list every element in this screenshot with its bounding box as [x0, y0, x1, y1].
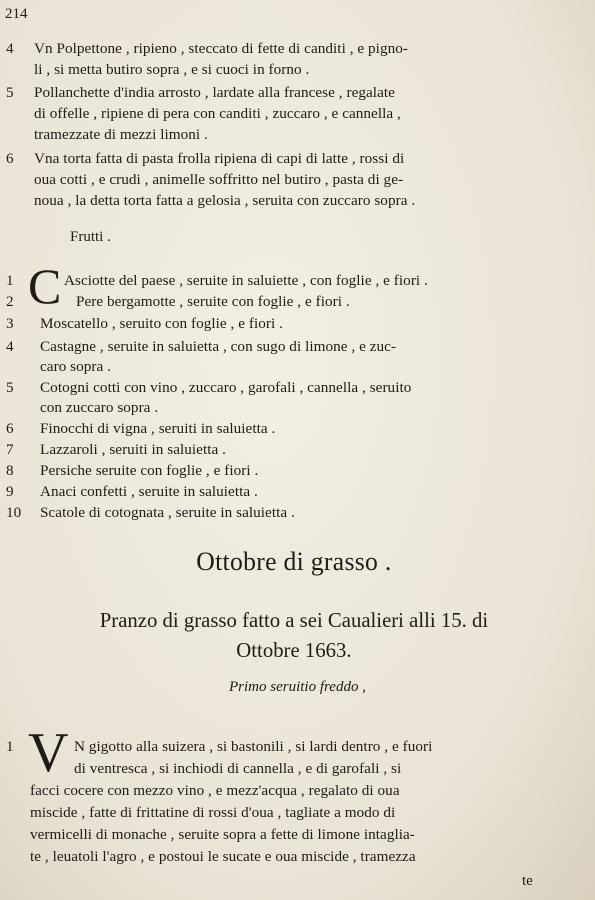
text-line: Vn Polpettone , ripieno , steccato di fette di canditi , e pigno- — [34, 40, 408, 57]
text-line: Moscatello , seruito con foglie , e fiori . — [40, 315, 283, 332]
item-number: 4 — [6, 338, 14, 355]
section-heading-frutti: Frutti . — [70, 229, 111, 245]
text-line: noua , la detta torta fatta a gelosia , seruita con zuccaro sopra . — [34, 192, 416, 209]
item-number: 5 — [6, 379, 14, 396]
subheading-date: Ottobre 1663. — [236, 638, 352, 662]
item-number: 3 — [6, 315, 14, 332]
item-number: 9 — [6, 483, 14, 500]
course-heading: Primo seruitio freddo , — [229, 679, 366, 695]
item-number: 4 — [6, 40, 14, 57]
text-line: te , leuatoli l'agro , e postoui le sucate e oua miscide , tramezza — [30, 848, 416, 865]
drop-capital: C — [28, 258, 62, 314]
section-heading-ottobre: Ottobre di grasso . — [196, 547, 392, 576]
text-line: di ventresca , si inchiodi di cannella , e di garofali , si — [74, 760, 402, 777]
text-line: tramezzate di mezzi limoni . — [34, 126, 208, 143]
item-number: 1 — [6, 272, 14, 289]
text-line: di offelle , ripiene di pera con canditi , zuccaro , e cannella , — [34, 105, 401, 122]
text-line: facci cocere con mezzo vino , e mezz'acqua , regalato di oua — [30, 782, 400, 799]
text-line: Asciotte del paese , seruite in saluiette , con foglie , e fiori . — [64, 272, 428, 289]
text-line: oua cotti , e crudi , animelle soffritto nel butiro , pasta di ge- — [34, 171, 404, 188]
text-line: miscide , fatte di frittatine di rossi d'oua , tagliate a modo di — [30, 804, 396, 821]
text-line: li , si metta butiro sopra , e si cuoci in forno . — [34, 61, 310, 78]
text-line: vermicelli di monache , seruite sopra a fette di limone intaglia- — [30, 826, 415, 843]
text-line: Vna torta fatta di pasta frolla ripiena di capi di latte , rossi di — [34, 150, 405, 167]
text-line: caro sopra . — [40, 358, 112, 375]
text-line: N gigotto alla suizera , si bastonili , si lardi dentro , e fuori — [74, 738, 433, 755]
text-line: Anaci confetti , seruite in saluietta . — [40, 483, 258, 500]
text-line: Finocchi di vigna , seruiti in saluietta . — [40, 420, 276, 437]
item-number: 6 — [6, 420, 14, 437]
page-number: 214 — [5, 6, 28, 22]
item-number: 2 — [6, 293, 14, 310]
item-number: 7 — [6, 441, 14, 458]
text-line: Pollanchette d'india arrosto , lardate alla francese , regalate — [34, 84, 395, 101]
catchword: te — [522, 873, 533, 889]
text-line: Lazzaroli , seruiti in saluietta . — [40, 441, 226, 458]
text-line: Castagne , seruite in saluietta , con sugo di limone , e zuc- — [40, 338, 397, 355]
item-number: 6 — [6, 150, 14, 167]
text-line: Persiche seruite con foglie , e fiori . — [40, 462, 259, 479]
text-line: Pere bergamotte , seruite con foglie , e fiori . — [76, 293, 350, 310]
drop-capital: V — [28, 722, 69, 784]
text-line: Cotogni cotti con vino , zuccaro , garofali , cannella , seruito — [40, 379, 412, 396]
subheading-pranzo: Pranzo di grasso fatto a sei Caualieri alli 15. di — [99, 608, 489, 632]
text-line: Scatole di cotognata , seruite in saluietta . — [40, 504, 295, 521]
item-number: 8 — [6, 462, 14, 479]
item-number: 10 — [6, 504, 22, 521]
item-number: 5 — [6, 84, 14, 101]
item-number: 1 — [6, 738, 14, 755]
text-line: con zuccaro sopra . — [40, 399, 159, 416]
